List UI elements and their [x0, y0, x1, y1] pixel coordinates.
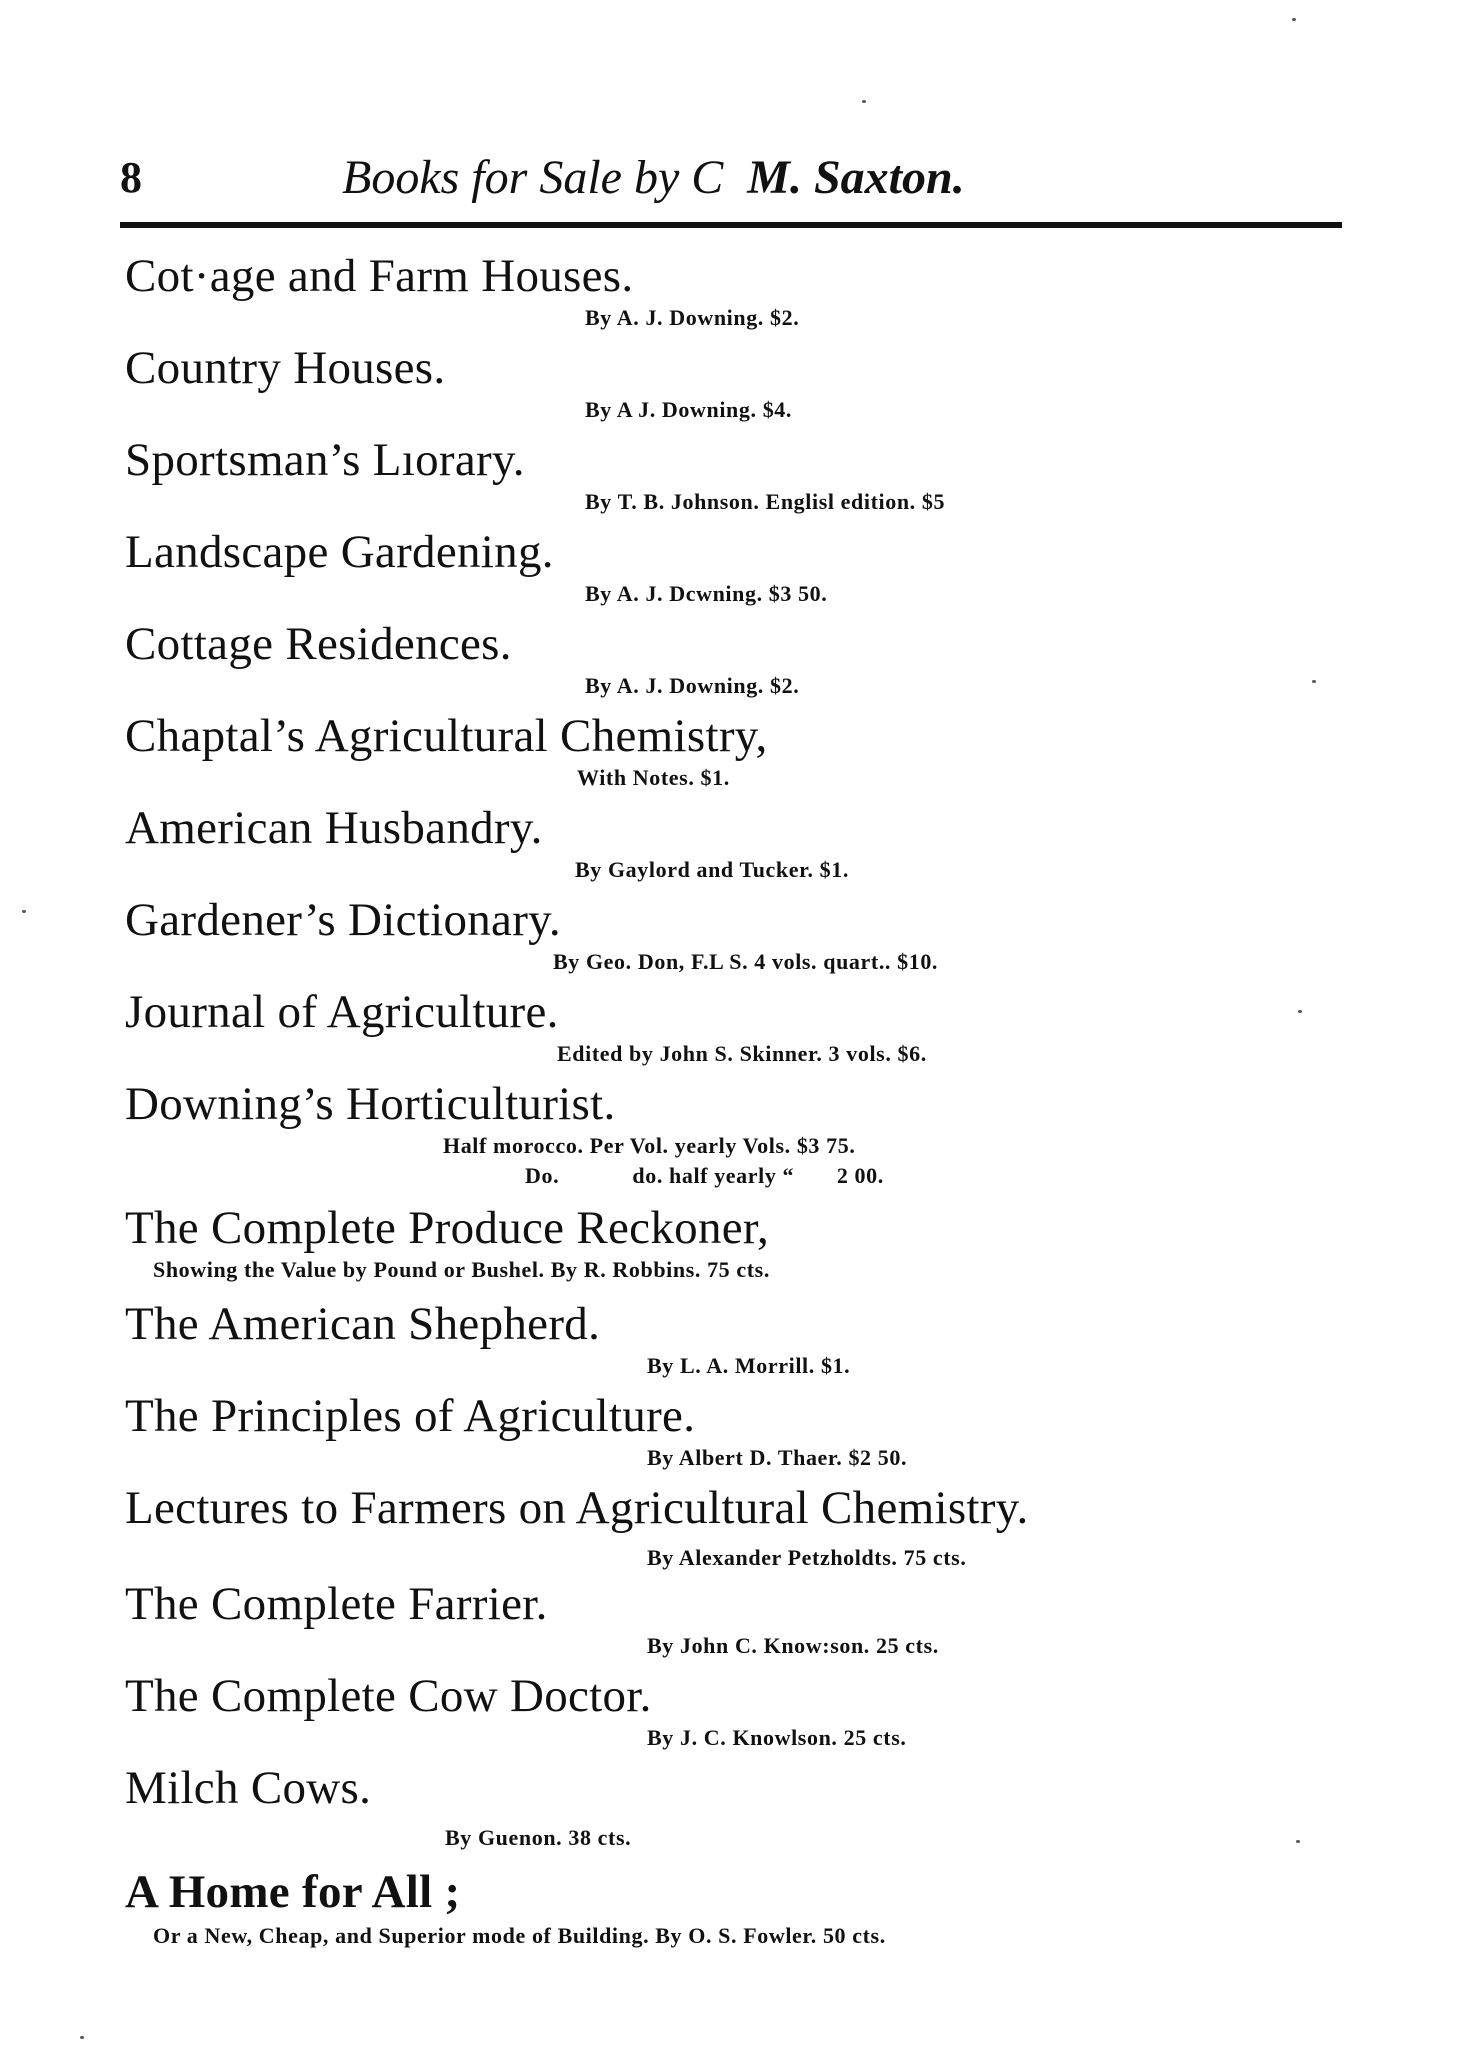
book-detail: Half morocco. Per Vol. yearly Vols. $3 75. — [443, 1133, 856, 1158]
scan-speck — [1292, 18, 1296, 21]
scan-speck — [1312, 680, 1316, 683]
book-title: Cot·age and Farm Houses. — [125, 250, 634, 302]
book-title: Downing’s Horticulturist. — [125, 1078, 616, 1130]
book-detail: By T. B. Johnson. Englisl edition. $5 — [585, 489, 946, 514]
scan-speck — [862, 100, 866, 103]
book-detail: By A. J. Dcwning. $3 50. — [585, 581, 828, 606]
running-title-end: M. Saxton. — [747, 151, 965, 204]
book-detail: Or a New, Cheap, and Superior mode of Building. By O. S. Fowler. 50 cts. — [153, 1923, 886, 1948]
book-detail: By Gaylord and Tucker. $1. — [575, 857, 849, 882]
book-detail-secondary: Do. do. half yearly “ 2 00. — [525, 1163, 884, 1188]
scan-speck — [22, 910, 26, 913]
book-detail: By Guenon. 38 cts. — [445, 1825, 632, 1850]
book-detail: With Notes. $1. — [577, 765, 730, 790]
book-title: A Home for All ; — [125, 1866, 461, 1918]
book-detail: By Geo. Don, F.L S. 4 vols. quart.. $10. — [553, 949, 939, 974]
book-title: Cottage Residences. — [125, 618, 512, 670]
book-detail: By A. J. Downing. $2. — [585, 673, 800, 698]
book-detail: By Alexander Petzholdts. 75 cts. — [647, 1545, 967, 1570]
page-header — [120, 148, 1340, 208]
book-title: The Complete Cow Doctor. — [125, 1670, 652, 1722]
book-title: The Principles of Agriculture. — [125, 1390, 696, 1442]
book-detail: By A J. Downing. $4. — [585, 397, 792, 422]
book-title: Chaptal’s Agricultural Chemistry, — [125, 710, 768, 762]
book-detail: By Albert D. Thaer. $2 50. — [647, 1445, 908, 1470]
scan-speck — [1298, 1010, 1302, 1013]
book-title: The Complete Farrier. — [125, 1578, 548, 1630]
book-detail: By J. C. Knowlson. 25 cts. — [647, 1725, 907, 1750]
header-rule — [120, 222, 1342, 228]
book-title: Landscape Gardening. — [125, 526, 554, 578]
book-title: Sportsman’s Lıorary. — [125, 434, 525, 486]
book-detail: By A. J. Downing. $2. — [585, 305, 800, 330]
book-title: Journal of Agriculture. — [125, 986, 559, 1038]
book-title: The American Shepherd. — [125, 1298, 601, 1350]
book-detail: Showing the Value by Pound or Bushel. By R. Robbins. 75 cts. — [153, 1257, 770, 1282]
book-title: Milch Cows. — [125, 1762, 372, 1814]
book-detail: By John C. Know:son. 25 cts. — [647, 1633, 939, 1658]
running-title-start: Books for Sale by C — [342, 151, 724, 204]
running-title — [342, 148, 965, 208]
scan-speck — [80, 2036, 84, 2039]
book-title: American Husbandry. — [125, 802, 543, 854]
book-title: Country Houses. — [125, 342, 446, 394]
book-detail: By L. A. Morrill. $1. — [647, 1353, 851, 1378]
scan-speck — [1296, 1840, 1300, 1843]
book-detail: Edited by John S. Skinner. 3 vols. $6. — [557, 1041, 927, 1066]
page-number: 8 — [120, 153, 142, 202]
book-title: Gardener’s Dictionary. — [125, 894, 561, 946]
book-title: Lectures to Farmers on Agricultural Chemistry. — [125, 1482, 1029, 1534]
book-title: The Complete Produce Reckoner, — [125, 1202, 770, 1254]
